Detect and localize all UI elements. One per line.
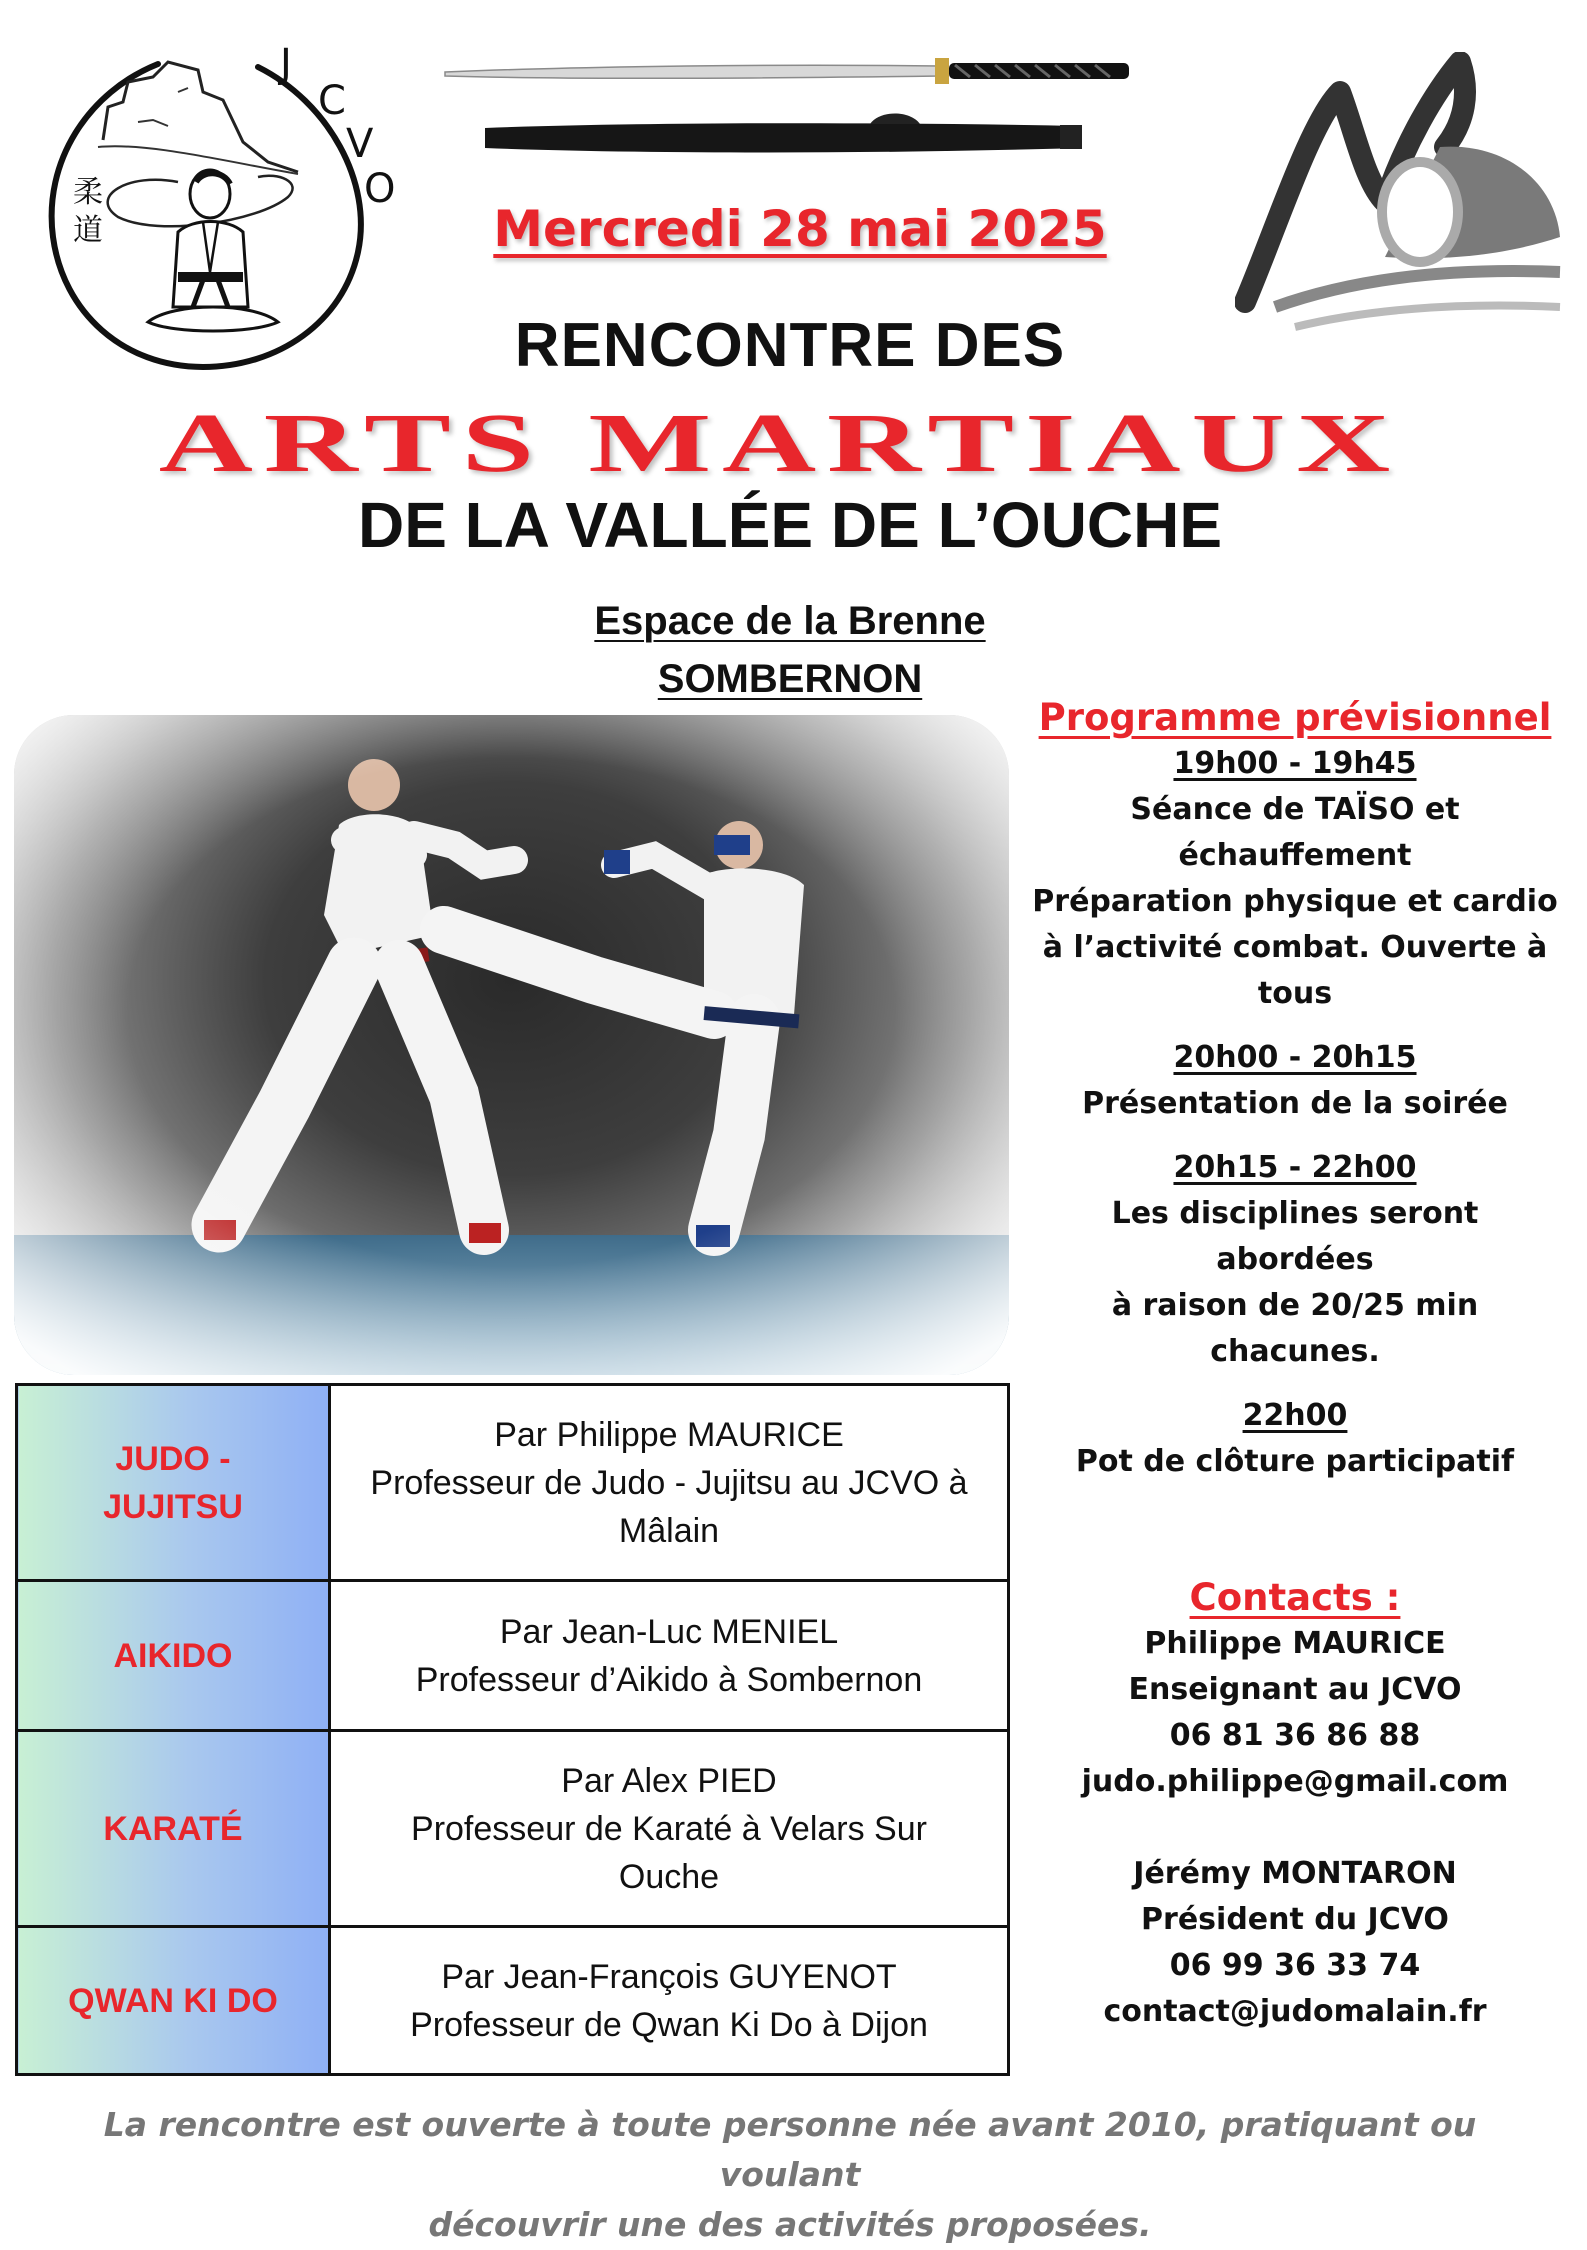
slot-3-line: abordées — [1216, 1242, 1374, 1277]
title-line-1: RENCONTRE DES — [514, 311, 1066, 380]
table-row — [17, 1385, 1009, 1581]
logo-letter-j: J — [280, 41, 292, 87]
slot-4-line: Pot de clôture participatif — [1075, 1444, 1515, 1479]
logo-letter-v: V — [346, 121, 374, 167]
discipline-name — [17, 1731, 330, 1927]
discipline-name-line: JUDO - — [115, 1439, 231, 1478]
discipline-name — [17, 1385, 330, 1581]
contact-1-role: Enseignant au JCVO — [1128, 1672, 1462, 1707]
table-row — [17, 1927, 1009, 2075]
venue — [470, 592, 1110, 708]
discipline-name-line: JUJITSU — [103, 1487, 243, 1526]
disciplines-table — [15, 1383, 1010, 2076]
logo-letter-c: C — [318, 78, 346, 124]
footer-note — [40, 2100, 1540, 2250]
logo-kanji-2: 道 — [73, 213, 103, 248]
jcvo-logo — [28, 22, 398, 382]
description-line: Par Jean-Luc MENIEL — [499, 1612, 839, 1651]
slot-3-line: à raison de 20/25 min — [1111, 1288, 1479, 1323]
contact-1-name: Philippe MAURICE — [1144, 1626, 1446, 1661]
contact-2-phone[interactable]: 06 99 36 33 74 — [1169, 1948, 1421, 1983]
description-line: Ouche — [618, 1857, 720, 1896]
contact-2-email[interactable]: contact@judomalain.fr — [1103, 1994, 1487, 2029]
katana-illustration — [440, 30, 1140, 170]
martial-arts-photo — [14, 715, 1009, 1375]
discipline-description — [330, 1927, 1009, 2075]
logo-kanji-1: 柔 — [73, 175, 103, 210]
description-line: Par Alex PIED — [561, 1761, 777, 1800]
discipline-name-line: AIKIDO — [113, 1636, 233, 1675]
table-row — [17, 1731, 1009, 1927]
vallee-ouche-logo — [1235, 52, 1565, 332]
description-line: Par Jean-François GUYENOT — [441, 1957, 897, 1996]
program-section — [1010, 695, 1580, 1485]
contacts-heading: Contacts : — [1189, 1576, 1401, 1619]
description-line: Mâlain — [618, 1511, 720, 1550]
slot-2-time: 20h00 - 20h15 — [1173, 1040, 1417, 1075]
contact-2-name: Jérémy MONTARON — [1133, 1856, 1457, 1891]
slot-2-line: Présentation de la soirée — [1082, 1086, 1508, 1121]
description-line: Professeur de Qwan Ki Do à Dijon — [410, 2005, 928, 2044]
discipline-name-line: KARATÉ — [103, 1809, 243, 1848]
description-line: Professeur d’Aikido à Sombernon — [415, 1660, 923, 1699]
description-line: Professeur de Karaté à Velars Sur — [411, 1809, 927, 1848]
contact-1-email[interactable]: judo.philippe@gmail.com — [1081, 1764, 1509, 1799]
venue-town: SOMBERNON — [657, 657, 923, 701]
logo-letter-o: O — [364, 166, 396, 212]
discipline-description — [330, 1731, 1009, 1927]
title-line-3: DE LA VALLÉE DE L’OUCHE — [357, 489, 1223, 561]
contacts-section — [1050, 1575, 1540, 2035]
description-line: Professeur de Judo - Jujitsu au JCVO à — [370, 1463, 968, 1502]
slot-3-time: 20h15 - 22h00 — [1173, 1150, 1417, 1185]
slot-1-line: tous — [1257, 976, 1333, 1011]
slot-1-line: à l’activité combat. Ouverte à — [1042, 930, 1548, 965]
contact-1-phone[interactable]: 06 81 36 86 88 — [1169, 1718, 1421, 1753]
slot-1-line: échauffement — [1178, 838, 1412, 873]
slot-1-line: Préparation physique et cardio — [1032, 884, 1558, 919]
slot-3-line: chacunes. — [1210, 1334, 1380, 1369]
table-row — [17, 1581, 1009, 1731]
footer-line-1: La rencontre est ouverte à toute personne née avant 2010, pratiquant ou voulant — [103, 2105, 1477, 2194]
slot-3-line: Les disciplines seront — [1111, 1196, 1479, 1231]
discipline-description — [330, 1385, 1009, 1581]
discipline-name — [17, 1927, 330, 2075]
footer-line-2: découvrir une des activités proposées. — [428, 2205, 1152, 2244]
contact-2-role: Président du JCVO — [1141, 1902, 1449, 1937]
slot-4-time: 22h00 — [1242, 1398, 1348, 1433]
discipline-name-line: QWAN KI DO — [68, 1981, 278, 2020]
slot-1-line: Séance de TAÏSO et — [1130, 792, 1460, 827]
discipline-name — [17, 1581, 330, 1731]
title-line-2: ARTS MARTIAUX — [158, 397, 1402, 490]
venue-place: Espace de la Brenne — [594, 599, 986, 643]
description-line: Par Philippe MAURICE — [494, 1415, 844, 1454]
event-date: Mercredi 28 mai 2025 — [493, 200, 1107, 258]
discipline-description — [330, 1581, 1009, 1731]
slot-1-time: 19h00 - 19h45 — [1173, 746, 1417, 781]
program-heading: Programme prévisionnel — [1038, 696, 1552, 739]
